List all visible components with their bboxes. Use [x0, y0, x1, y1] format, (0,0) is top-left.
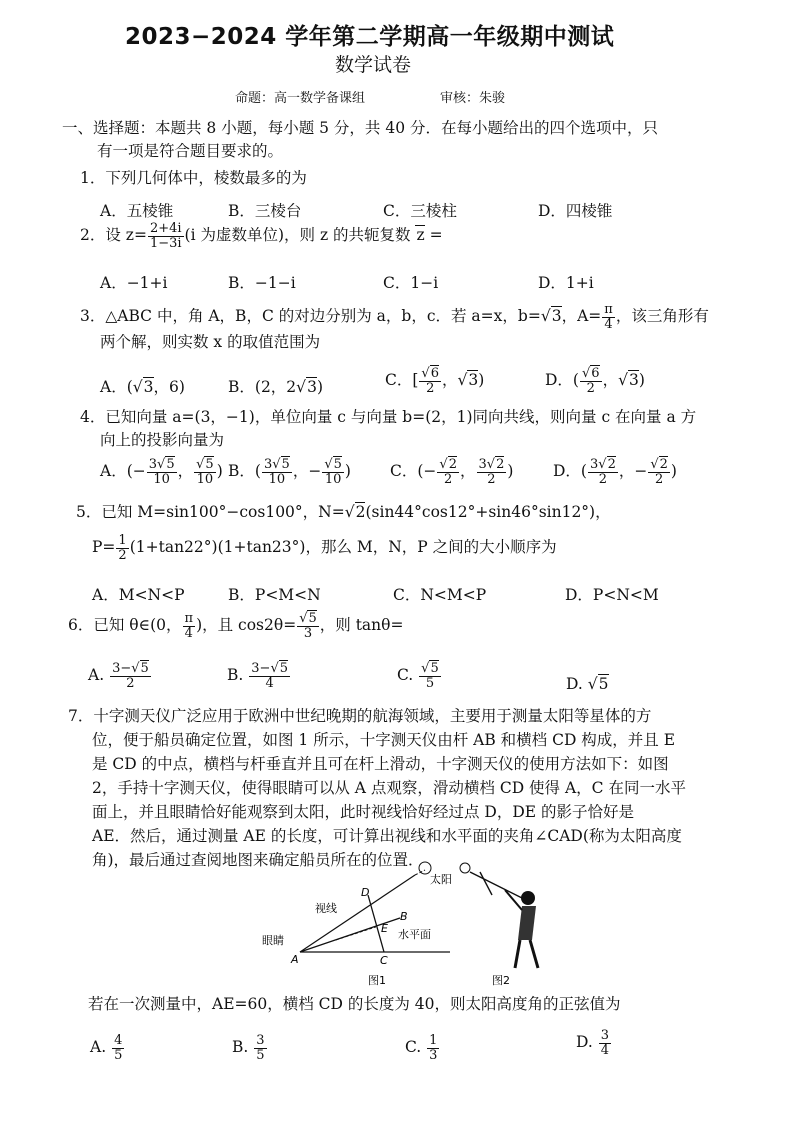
q5-line2-post: (1+tan22°)(1+tan23°)，那么 M，N，P 之间的大小顺序为 — [129, 538, 557, 557]
q4-a-f2-den: 10 — [196, 471, 214, 487]
q4-c-f1-rad: 2 — [448, 457, 457, 472]
q6-a-frac — [110, 662, 151, 690]
q6-d-rad: 5 — [598, 675, 609, 693]
q7-a-frac — [112, 1034, 124, 1062]
q7-option-d — [576, 1029, 612, 1057]
q2-conj: z — [416, 226, 425, 245]
q7-c-label: C. — [405, 1038, 422, 1057]
q7-b-num: 3 — [256, 1033, 265, 1048]
q6-rhs — [297, 612, 319, 640]
q7-line-2: 位，便于船员确定位置，如图 1 所示，十字测天仪由杆 AB 和横档 CD 构成，并且 E — [92, 731, 676, 749]
q4-c-f2-rad: 2 — [496, 457, 505, 472]
q5-option-c: C．N<M<P — [393, 586, 487, 604]
q3-four: 4 — [604, 316, 613, 332]
q4-d-pre: D．( — [553, 462, 587, 481]
q3-line1-post: ，该三角形有 — [615, 307, 709, 326]
q6-b-num-pre: 3− — [251, 661, 271, 676]
q4-d-sep: ，− — [618, 462, 648, 481]
q4-a-f1 — [147, 458, 177, 486]
q7-d-den: 4 — [600, 1042, 610, 1058]
fig-label-d: D — [361, 886, 370, 899]
q5-line1: 5．已知 M=sin100°−cos100°，N=√2(sin44°cos12°+sin46°sin12°)， — [76, 503, 611, 521]
q5-half-den: 2 — [118, 547, 127, 563]
q3-d-two: 2 — [586, 380, 595, 396]
q6-b-num: 3−√5 — [251, 661, 289, 676]
q4-a-f1-coef: 3 — [148, 457, 158, 472]
q7-c-frac — [427, 1034, 439, 1062]
q4-c-pre: C．(− — [390, 462, 437, 481]
q3-d-num: √6 — [581, 366, 600, 381]
q2-frac-num: 2+4i — [149, 221, 182, 236]
q4-c-f1 — [437, 458, 459, 486]
q1-option-d: D．四棱锥 — [538, 202, 613, 220]
q3-c-pre: C．[ — [385, 371, 419, 390]
q6-a-num-pre: 3− — [112, 661, 132, 676]
shadow-ae — [336, 927, 376, 940]
q3-line2: 两个解，则实数 x 的取值范围为 — [100, 333, 321, 351]
q3-line1-pre: 3．△ABC 中，角 A，B，C 的对边分别为 a，b，c．若 a=x，b= — [80, 307, 541, 326]
q2-frac-den: 1−3i — [149, 235, 182, 251]
q3-a-rest: ，6) — [153, 378, 185, 396]
q5-line1-sqrt: 2 — [355, 503, 366, 521]
q1-option-b: B．三棱台 — [228, 202, 302, 220]
q6-option-b — [227, 662, 291, 690]
q2-option-b: B．−1−i — [228, 274, 296, 292]
q4-b-pre: B．( — [228, 462, 261, 481]
person-head — [521, 891, 535, 905]
q6-post: ，则 tanθ= — [319, 616, 404, 635]
q2-stem — [80, 222, 443, 250]
fig-label-a: A — [291, 953, 299, 966]
q3-b-rest: ) — [316, 378, 323, 396]
q7-d-label: D. — [576, 1033, 593, 1052]
q4-d-f2-num: √2 — [650, 457, 668, 472]
q4-a-f1-rad: 5 — [166, 457, 175, 472]
q3-c-six: 6 — [430, 366, 439, 381]
q4-b-close: ) — [344, 462, 351, 481]
q6-option-c — [397, 662, 442, 690]
q3-c-sep: ， — [442, 371, 458, 390]
fig-caption-2: 图2 — [492, 974, 510, 987]
q5-half — [116, 534, 128, 562]
q7-line-1: 7．十字测天仪广泛应用于欧洲中世纪晚期的航海领域，主要用于测量太阳等星体的方 — [68, 707, 652, 725]
q3-d-sqrt: 3 — [628, 371, 639, 390]
q4-line1: 4．已知向量 a=(3，−1)，单位向量 c 与向量 b=(2，1)同向共线，则向量 c 在向量 a 方 — [80, 408, 697, 426]
q4-c-f1-den: 2 — [444, 471, 453, 487]
fig-label-eye: 眼睛 — [262, 934, 284, 947]
q4-b-f1-num: 3√5 — [263, 457, 290, 472]
q2-option-c: C．1−i — [383, 274, 439, 292]
q3-a-pre: A．( — [100, 378, 133, 396]
q4-option-a — [100, 458, 223, 486]
fig-label-e: E — [381, 922, 388, 935]
q6-b-den: 4 — [265, 675, 274, 691]
q6-pre: 6．已知 θ∈(0， — [68, 616, 182, 635]
q3-c-frac — [419, 367, 441, 395]
reviewer-label: 审核：朱骏 — [440, 91, 506, 106]
q6-a-den: 2 — [126, 675, 135, 691]
q4-a-f1-den: 10 — [153, 471, 170, 487]
q2-option-a: A．−1+i — [100, 274, 168, 292]
exam-subtitle: 数学试卷 — [335, 54, 412, 76]
q3-d-frac — [580, 367, 602, 395]
q6-b-frac — [249, 662, 290, 690]
q5-line2-pre: P= — [92, 538, 116, 557]
q4-d-f1-coef: 3 — [589, 457, 599, 472]
q3-d-pre: D．( — [545, 371, 579, 390]
q4-d-f1-rad: 2 — [607, 457, 616, 472]
q6-rhs-den: 3 — [303, 625, 313, 641]
q3-option-c: C．[ $\frac{√6}{2}$ ，√3) — [385, 366, 485, 396]
q3-option-d: D．( $\frac{√6}{2}$ ，√3) — [545, 366, 645, 396]
q7-a-num: 4 — [114, 1033, 123, 1048]
q6-option-d: D. √5 — [566, 675, 609, 693]
q6-c-num-rad: 5 — [430, 661, 439, 676]
q6-a-num-rad: 5 — [140, 661, 149, 676]
q7-b-den: 5 — [256, 1047, 265, 1063]
q3-c-two: 2 — [426, 380, 435, 396]
q4-c-sep: ， — [459, 462, 476, 481]
q6-a-num: 3−√5 — [112, 661, 149, 676]
q3-pi: π — [604, 302, 613, 317]
q4-d-f1-num: 3√2 — [589, 457, 616, 472]
q3-line1: 3．△ABC 中，角 A，B，C 的对边分别为 a，b，c．若 a=x，b=√3，A= $\frac{\pi}{4}$ ，该三角形有 — [80, 302, 709, 332]
q4-a-f1-num: 3√5 — [148, 457, 175, 472]
q4-a-pre: A．(− — [100, 462, 146, 481]
q4-c-close: ) — [507, 462, 514, 481]
sun-icon-fig2 — [460, 863, 470, 873]
q4-option-b — [228, 458, 351, 486]
fig-label-c: C — [380, 954, 388, 967]
q2-suffix: (i 为虚数单位)，则 z 的共轭复数 — [184, 226, 411, 245]
q4-b-f1-coef: 3 — [263, 457, 273, 472]
q4-a-f2 — [194, 458, 216, 486]
q4-b-f2-rad: 5 — [333, 457, 342, 472]
q6-c-label: C. — [397, 666, 414, 685]
q6-c-frac — [419, 662, 441, 690]
q7-d-frac — [599, 1029, 611, 1057]
q3-a-sqrt: 3 — [143, 378, 154, 396]
q6-c-num: √5 — [421, 661, 439, 676]
q3-line1-mid: ，A= — [561, 307, 602, 326]
q6-four: 4 — [184, 625, 193, 641]
q7-line-5: 面上，并且眼睛恰好能观察到太阳，此时视线恰好经过点 D，DE 的影子恰好是 — [92, 803, 635, 821]
section-heading-line1: 一、选择题：本题共 8 小题，每小题 5 分，共 40 分．在每小题给出的四个选项中，只 — [62, 119, 659, 137]
q4-b-f1-rad: 5 — [281, 457, 290, 472]
q7-line-3: 是 CD 的中点，横档与杆垂直并且可在杆上滑动，十字测天仪的使用方法如下：如图 — [92, 755, 669, 773]
q3-c-num: √6 — [421, 366, 439, 381]
q7-d-num: 3 — [600, 1028, 610, 1043]
q7-option-b — [232, 1034, 268, 1062]
q7-c-den: 3 — [429, 1047, 438, 1063]
q4-d-f2 — [648, 458, 670, 486]
q5-half-num: 1 — [118, 533, 127, 548]
q4-b-f2-den: 10 — [324, 471, 342, 487]
q7-line-6: AE．然后，通过测量 AE 的长度，可计算出视线和水平面的夹角∠CAD(称为太阳高度 — [92, 827, 682, 845]
q7-a-den: 5 — [114, 1047, 123, 1063]
exam-title: 2023−2024 学年第二学期高一年级期中测试 — [125, 24, 615, 50]
cross-staff-bar — [480, 872, 492, 895]
q4-line2: 向上的投影向量为 — [100, 431, 225, 449]
q6-stem — [68, 612, 403, 640]
q7-option-a — [90, 1034, 125, 1062]
q3-c-close: ) — [478, 371, 485, 390]
q5-line2 — [92, 534, 557, 562]
cross-staff-rod — [470, 872, 522, 898]
q6-rhs-num: √5 — [299, 611, 317, 626]
q6-a-label: A. — [88, 666, 105, 685]
q4-d-close: ) — [670, 462, 677, 481]
q6-b-label: B. — [227, 666, 244, 685]
q4-c-f2-coef: 3 — [478, 457, 487, 472]
q2-option-d: D．1+i — [538, 274, 594, 292]
q3-option-a: A．(√3，6) — [100, 378, 185, 396]
fig-label-horizon: 水平面 — [398, 928, 431, 941]
q6-mid: )，且 cos2θ= — [196, 616, 297, 635]
q4-d-f1-den: 2 — [598, 471, 608, 487]
q4-b-sep: ，− — [292, 462, 322, 481]
q3-d-sep: ， — [602, 371, 619, 390]
q7-option-c — [405, 1034, 440, 1062]
q6-pi: π — [184, 611, 194, 626]
q5-option-a: A．M<N<P — [92, 586, 185, 604]
q4-b-f1 — [262, 458, 292, 486]
q4-c-f2-den: 2 — [487, 471, 496, 487]
q3-d-close: ) — [638, 371, 645, 390]
q7-a-label: A. — [90, 1038, 107, 1057]
q6-rhs-rad: 5 — [308, 611, 317, 626]
q4-c-f1-num: √2 — [439, 457, 457, 472]
q4-option-c — [390, 458, 513, 486]
section-heading-line2: 有一项是符合题目要求的。 — [97, 142, 284, 160]
fig-label-sun: 太阳 — [430, 873, 452, 886]
q4-a-f2-rad: 5 — [205, 457, 214, 472]
q4-d-f2-den: 2 — [654, 471, 664, 487]
author-label: 命题：高一数学备课组 — [235, 91, 366, 106]
q4-a-sep: ， — [177, 462, 194, 481]
q3-pi-over-4 — [602, 303, 615, 331]
q5-line1-post: (sin44°cos12°+sin46°sin12°)， — [365, 503, 611, 521]
q3-c-sqrt: 3 — [468, 371, 479, 390]
q5-line1-pre: 5．已知 M=sin100°−cos100°，N= — [76, 503, 345, 521]
q4-d-f1 — [588, 458, 618, 486]
q4-b-f1-den: 10 — [268, 471, 286, 487]
q3-d-six: 6 — [591, 366, 600, 381]
q3-option-b: B．(2，2√3) — [228, 378, 323, 396]
q3-sqrt3: 3 — [551, 307, 562, 326]
q4-b-f2 — [322, 458, 344, 486]
q6-option-a — [88, 662, 152, 690]
q1-option-a: A．五棱锥 — [100, 202, 174, 220]
q4-b-f2-num: √5 — [324, 457, 342, 472]
q7-line-4: 2，手持十字测天仪，使得眼睛可以从 A 点观察，滑动横档 CD 使得 A，C 在同一水平 — [92, 779, 686, 797]
fig-caption-1: 图1 — [368, 974, 386, 987]
q4-a-f2-num: √5 — [196, 457, 214, 472]
q1-option-c: C．三棱柱 — [383, 202, 457, 220]
q6-c-den: 5 — [425, 675, 435, 691]
q2-fraction — [148, 222, 184, 250]
q2-eq: = — [429, 226, 443, 245]
q3-b-sqrt: 3 — [307, 378, 317, 396]
q1-stem: 1．下列几何体中，棱数最多的为 — [80, 169, 307, 187]
q5-option-b: B．P<M<N — [228, 586, 321, 604]
q7-c-num: 1 — [429, 1033, 438, 1048]
q4-d-f2-rad: 2 — [659, 457, 668, 472]
q7-b-label: B. — [232, 1038, 249, 1057]
q4-c-f2 — [477, 458, 507, 486]
fig-label-b: B — [400, 910, 408, 923]
q2-prefix: 2．设 z= — [80, 226, 147, 245]
q7-figure — [260, 860, 560, 990]
q6-d-label: D. — [566, 675, 583, 693]
q6-b-num-rad: 5 — [279, 661, 289, 676]
q4-a-close: ) — [216, 462, 223, 481]
q3-b-pre: B．(2，2 — [228, 378, 297, 396]
q5-option-d: D．P<N<M — [565, 586, 659, 604]
fig-label-sightline: 视线 — [315, 902, 337, 915]
person-leg-left — [515, 940, 520, 968]
q7-line-7: 角)，最后通过查阅地图来确定船员所在的位置． — [92, 851, 424, 869]
q7-b-frac — [254, 1034, 266, 1062]
person-leg-right — [530, 940, 538, 968]
q4-option-d — [553, 458, 677, 486]
person-body — [518, 906, 536, 940]
q7-question: 若在一次测量中，AE=60，横档 CD 的长度为 40，则太阳高度角的正弦值为 — [88, 995, 621, 1013]
q4-c-f2-num: 3√2 — [478, 457, 505, 472]
q6-pi-over-4 — [183, 612, 196, 640]
